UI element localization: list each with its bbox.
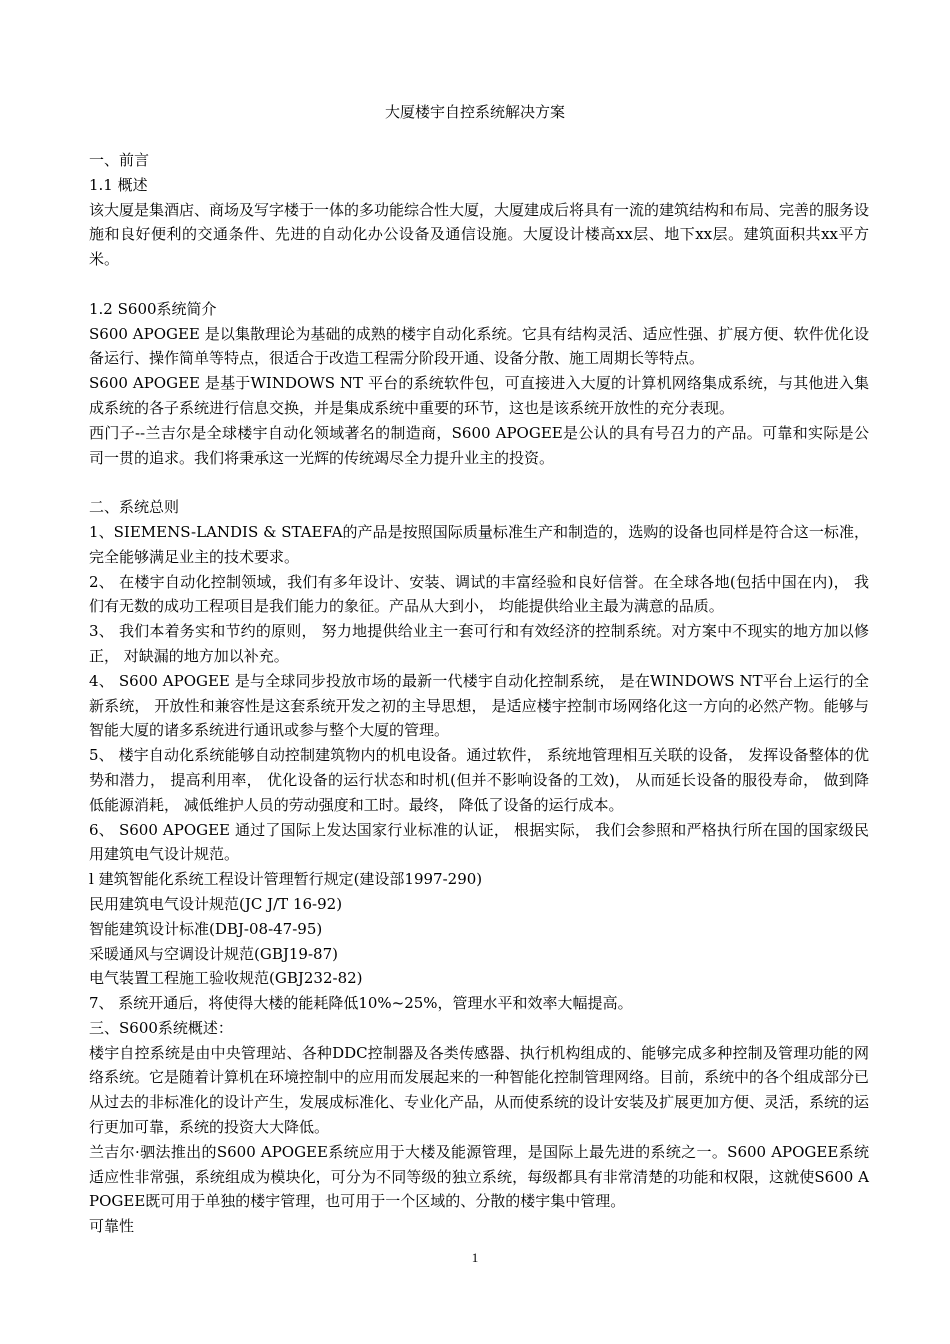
blank-line <box>89 272 869 297</box>
section-heading: 一、前言 <box>89 151 150 169</box>
blank-line <box>89 470 869 495</box>
subsection-heading: 1.1 概述 <box>89 175 148 194</box>
list-item: 7、 系统开通后，将使得大楼的能耗降低10%~25%，管理水平和效率大幅提高。 <box>89 994 633 1013</box>
paragraph: S600 APOGEE 是以集散理论为基础的成熟的楼宇自动化系统。它具有结构灵活、适应性强、扩展方便、软件优化设备运行、操作简单等特点，很适合于改造工程需分阶段开通、设备分散、施工周期长等特点。 <box>89 324 869 368</box>
document-title: 大厦楼宇自控系统解决方案 <box>384 103 565 121</box>
standard-item: 智能建筑设计标准(DBJ-08-47-95) <box>89 919 323 938</box>
paragraph: 楼宇自控系统是由中央管理站、各种DDC控制器及各类传感器、执行机构组成的、能够完成多种控制及管理功能的网络系统。它是随着计算机在环境控制中的应用而发展起来的一种智能化控制管理网络。目前，系统中的各个组成部分已从过去的非标准化的设计产生，发展成标准化、专业化产品，从而使系统的设计安装及扩展更加方便、灵活，系统的运行更加可靠，系统的投资大大降低。 <box>89 1043 870 1137</box>
list-item: 4、 S600 APOGEE 是与全球同步投放市场的最新一代楼宇自动化控制系统， 是在WINDOWS NT平台上运行的全新系统， 开放性和兼容性是这套系统开发之初的主导思想， 是适应楼宇控制市场网络化这一方向的必然产物。能够与智能大厦的诸多系统进行通讯或参与整个大厦的管理。 <box>89 671 869 740</box>
list-item: 2、 在楼宇自动化控制领域，我们有多年设计、安装、调试的丰富经验和良好信誉。在全球各地(包括中国在内)， 我们有无数的成功工程项目是我们能力的象征。产品从大到小， 均能提供给业主最为满意的品质。 <box>89 572 869 616</box>
paragraph: 该大厦是集酒店、商场及写字楼于一体的多功能综合性大厦，大厦建成后将具有一流的建筑结构和布局、完善的服务设施和良好便利的交通条件、先进的自动化办公设备及通信设施。大厦设计楼高xx层、地下xx层。建筑面积共xx平方米。 <box>89 200 870 269</box>
standard-item: 电气装置工程施工验收规范(GBJ232-82) <box>89 969 363 988</box>
section-heading: 三、S600系统概述： <box>89 1018 233 1037</box>
paragraph: 兰吉尔·驷法推出的S600 APOGEE系统应用于大楼及能源管理，是国际上最先进的系统之一。S600 APOGEE系统适应性非常强，系统组成为模块化，可分为不同等级的独立系统，每级都具有非常清楚的功能和权限，这就使S600 APOGEE既可用于单独的楼宇管理，也可用于一个区域的、分散的楼宇集中管理。 <box>89 1142 869 1211</box>
list-item: 6、 S600 APOGEE 通过了国际上发达国家行业标准的认证， 根据实际， 我们会参照和严格执行所在国的国家级民用建筑电气设计规范。 <box>89 820 869 864</box>
standard-item: l 建筑智能化系统工程设计管理暂行规定(建设部1997-290) <box>89 870 483 889</box>
paragraph: 可靠性 <box>89 1217 135 1236</box>
subsection-heading: 1.2 S600系统简介 <box>89 299 217 318</box>
list-item: 5、 楼宇自动化系统能够自动控制建筑物内的机电设备。通过软件， 系统地管理相互关联的设备， 发挥设备整体的优势和潜力， 提高利用率， 优化设备的运行状态和时机(但并不影响设备的工效)， 从而延长设备的服役寿命， 做到降低能源消耗， 减低维护人员的劳动强度和工时。最终， 降低了设备的运行成本。 <box>89 746 869 814</box>
paragraph: 西门子--兰吉尔是全球楼宇自动化领域著名的制造商，S600 APOGEE是公认的具有号召力的产品。可靠和实际是公司一贯的追求。我们将秉承这一光辉的传统竭尽全力提升业主的投资。 <box>89 423 869 467</box>
page-number: 1 <box>471 1250 479 1265</box>
paragraph: S600 APOGEE 是基于WINDOWS NT 平台的系统软件包，可直接进入大厦的计算机网络集成系统，与其他进入集成系统的各子系统进行信息交换，并是集成系统中重要的环节，这也是该系统开放性的充分表现。 <box>89 374 869 417</box>
document-body <box>89 148 869 1239</box>
standard-item: 民用建筑电气设计规范(JC J/T 16-92) <box>89 894 343 913</box>
list-item: 3、 我们本着务实和节约的原则， 努力地提供给业主一套可行和有效经济的控制系统。对方案中不现实的地方加以修正， 对缺漏的地方加以补充。 <box>89 622 869 665</box>
section-heading: 二、系统总则 <box>89 498 180 517</box>
list-item: 1、SIEMENS-LANDIS & STAEFA的产品是按照国际质量标准生产和制造的，选购的设备也同样是符合这一标准，完全能够满足业主的技术要求。 <box>89 522 869 566</box>
standard-item: 采暖通风与空调设计规范(GBJ19-87) <box>89 944 338 963</box>
